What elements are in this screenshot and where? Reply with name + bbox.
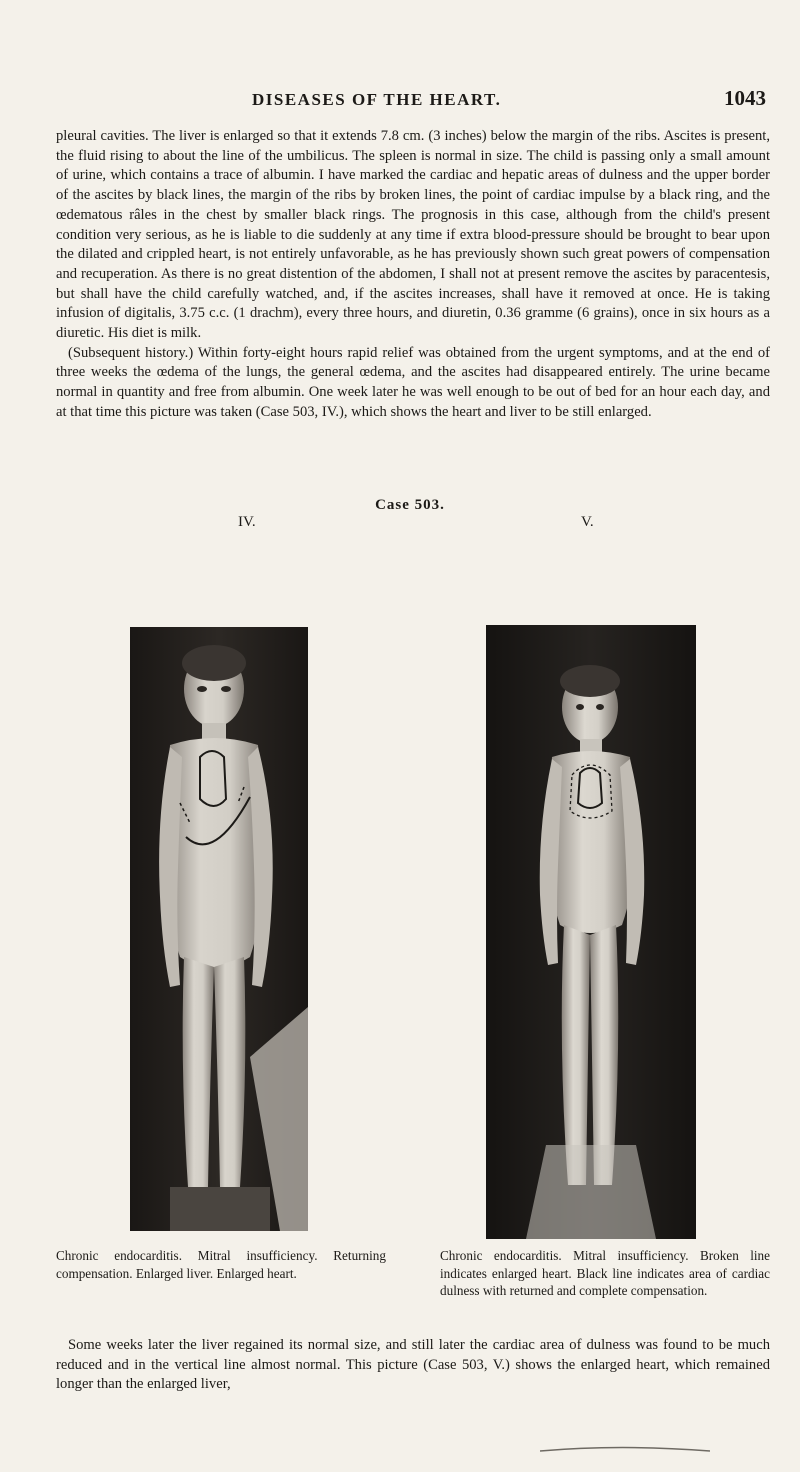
paragraph-2: (Subsequent history.) Within forty-eight hours rapid relief was obtained from the urgent symptoms, and at the end of three weeks the œdema of the lungs, the general œdema, and the ascites had disappeared entirely. The urine became normal in quantity and free from albumin. One week later he was well enough to be out of bed for an hour each day, and at that time this picture was taken (Case 503, IV.), which shows the heart and liver to be still enlarged. bbox=[56, 344, 770, 420]
running-header bbox=[0, 86, 800, 120]
body-text bbox=[56, 127, 770, 423]
paragraph-1: pleural cavities. The liver is enlarged so that it extends 7.8 cm. (3 inches) below the margin of the ribs. Ascites is present, the fluid rising to about the line of the umbilicus. The spleen is normal in size. The child is passing only a small amount of urine, which contains a trace of albumin. I have marked the cardiac and hepatic areas of dulness and the upper border of the ascites by black lines, the margin of the ribs by broken lines, the point of cardiac impulse by a black ring, and the œdematous râles in the chest by smaller black rings. The prognosis in this case, although from the child's present condition very serious, as he is liable to die suddenly at any time if extra blood-pressure should be brought to bear upon the dilated and crippled heart, is not entirely unfavorable, as he has previously shown such great powers of compensation and recuperation. As there is no great distention of the abdomen, I shall not at present remove the ascites by paracentesis, but shall have the child carefully watched, and, if the ascites increases, shall have it removed at once. He is taking infusion of digitalis, 3.75 c.c. (1 drachm), every three hours, and diuretin, 0.36 gramme (6 grains), once in six hours as a diuretic. His diet is milk. bbox=[56, 128, 770, 342]
caption-case-503-v: Chronic endocarditis. Mitral insufficiency. Broken line indicates enlarged heart. Black line indicates area of cardiac dulness with returned and complete compensation. bbox=[440, 1248, 770, 1299]
caption-case-503-iv: Chronic endocarditis. Mitral insufficiency. Returning compensation. Enlarged liver. Enlarged heart. bbox=[56, 1248, 386, 1281]
photograph-case-503-iv bbox=[130, 627, 308, 1231]
child-figure-iv bbox=[130, 627, 308, 1231]
running-title: DISEASES OF THE HEART. bbox=[252, 90, 502, 109]
bottom-rule-line bbox=[540, 1446, 710, 1452]
plate-label-v: V. bbox=[581, 514, 594, 530]
page-number: 1043 bbox=[724, 86, 766, 110]
child-figure-v bbox=[486, 625, 696, 1239]
photograph-case-503-v bbox=[486, 625, 696, 1239]
plate-label-iv: IV. bbox=[238, 514, 256, 530]
closing-paragraph: Some weeks later the liver regained its normal size, and still later the cardiac area of dulness was found to be much reduced and in the vertical line almost normal. This picture (Case 503, V.) shows the enlarged heart, which remained longer than the enlarged liver, bbox=[56, 1337, 770, 1393]
case-heading: Case 503. bbox=[375, 497, 445, 513]
